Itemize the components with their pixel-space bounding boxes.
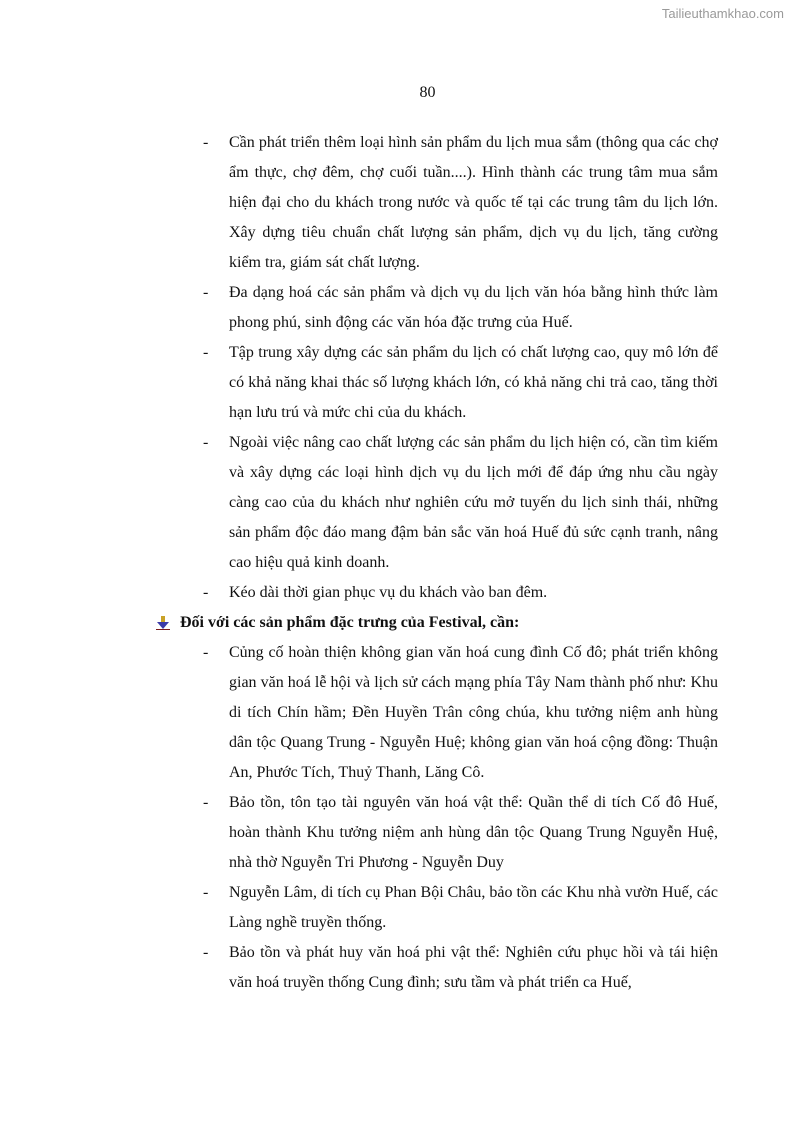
bullet-text: Củng cố hoàn thiện không gian văn hoá cung đình Cố đô; phát triển không gian văn hoá lễ hội và lịch sử cách mạng phía Tây Nam thành phố như: Khu di tích Chín hầm; Đền Huyền Trân công chúa, khu tưởng niệm anh hùng dân tộc Quang Trung - Nguyễn Huệ; không gian văn hoá cộng đồng: Thuận An, Phước Tích, Thuỷ Thanh, Lăng Cô.: [229, 644, 718, 781]
bullet-text: Bảo tồn và phát huy văn hoá phi vật thể: Nghiên cứu phục hồi và tái hiện văn hoá truyền thống Cung đình; sưu tầm và phát triển ca Huế,: [229, 944, 718, 991]
dash-marker: -: [203, 794, 209, 811]
bullet-item: [203, 128, 718, 278]
bullet-item: [203, 578, 718, 608]
dash-marker: -: [203, 884, 209, 901]
dash-marker: -: [203, 584, 209, 601]
bullet-list-before: [0, 128, 794, 608]
bullet-text: Đa dạng hoá các sản phẩm và dịch vụ du lịch văn hóa bằng hình thức làm phong phú, sinh động các văn hóa đặc trưng của Huế.: [229, 284, 718, 331]
down-arrow-bullet-icon: [156, 616, 170, 630]
bullet-text: Tập trung xây dựng các sản phẩm du lịch có chất lượng cao, quy mô lớn để có khả năng khai thác số lượng khách lớn, có khả năng chi trả cao, tăng thời hạn lưu trú và mức chi của du khách.: [229, 344, 718, 421]
dash-marker: -: [203, 134, 209, 151]
dash-marker: -: [203, 284, 209, 301]
bullet-item: [203, 788, 718, 878]
bullet-text: Nguyễn Lâm, di tích cụ Phan Bội Châu, bảo tồn các Khu nhà vườn Huế, các Làng nghề truyền thống.: [229, 884, 719, 931]
page-number: 80: [419, 84, 436, 101]
dash-marker: -: [203, 434, 209, 451]
bullet-text: Ngoài việc nâng cao chất lượng các sản phẩm du lịch hiện có, cần tìm kiếm và xây dựng các loại hình dịch vụ du lịch mới để đáp ứng nhu cầu ngày càng cao của du khách như nghiên cứu mở tuyến du lịch sinh thái, những sản phẩm độc đáo mang đậm bản sắc văn hoá Huế đủ sức cạnh tranh, nâng cao hiệu quả kinh doanh.: [229, 434, 718, 571]
section-heading-text: Đối với các sản phẩm đặc trưng của Festival, cần:: [180, 614, 520, 631]
bullet-text: Cần phát triển thêm loại hình sản phẩm du lịch mua sắm (thông qua các chợ ẩm thực, chợ đêm, chợ cuối tuần....). Hình thành các trung tâm mua sắm hiện đại cho du khách trong nước và quốc tế tại các trung tâm du lịch lớn. Xây dựng tiêu chuẩn chất lượng sản phẩm, dịch vụ du lịch, tăng cường kiểm tra, giám sát chất lượng.: [229, 134, 718, 271]
bullet-item: [203, 878, 719, 938]
bullet-text: Kéo dài thời gian phục vụ du khách vào ban đêm.: [229, 584, 548, 601]
bullet-item: [203, 428, 718, 578]
dash-marker: -: [203, 344, 209, 361]
bullet-item: [203, 938, 718, 998]
bullet-item: [203, 338, 718, 428]
bullet-item: [203, 278, 718, 338]
bullet-item: [203, 638, 718, 788]
dash-marker: -: [203, 944, 209, 961]
bullet-text: Bảo tồn, tôn tạo tài nguyên văn hoá vật thể: Quần thể di tích Cố đô Huế, hoàn thành Khu tưởng niệm anh hùng dân tộc Quang Trung Nguyễn Huệ, nhà thờ Nguyễn Tri Phương - Nguyễn Duy: [229, 794, 718, 871]
document-body: [0, 128, 794, 998]
section-heading: [180, 608, 720, 638]
bullet-list-after: [0, 638, 794, 998]
watermark: Tailieuthamkhao.com: [661, 6, 784, 21]
dash-marker: -: [203, 644, 209, 661]
